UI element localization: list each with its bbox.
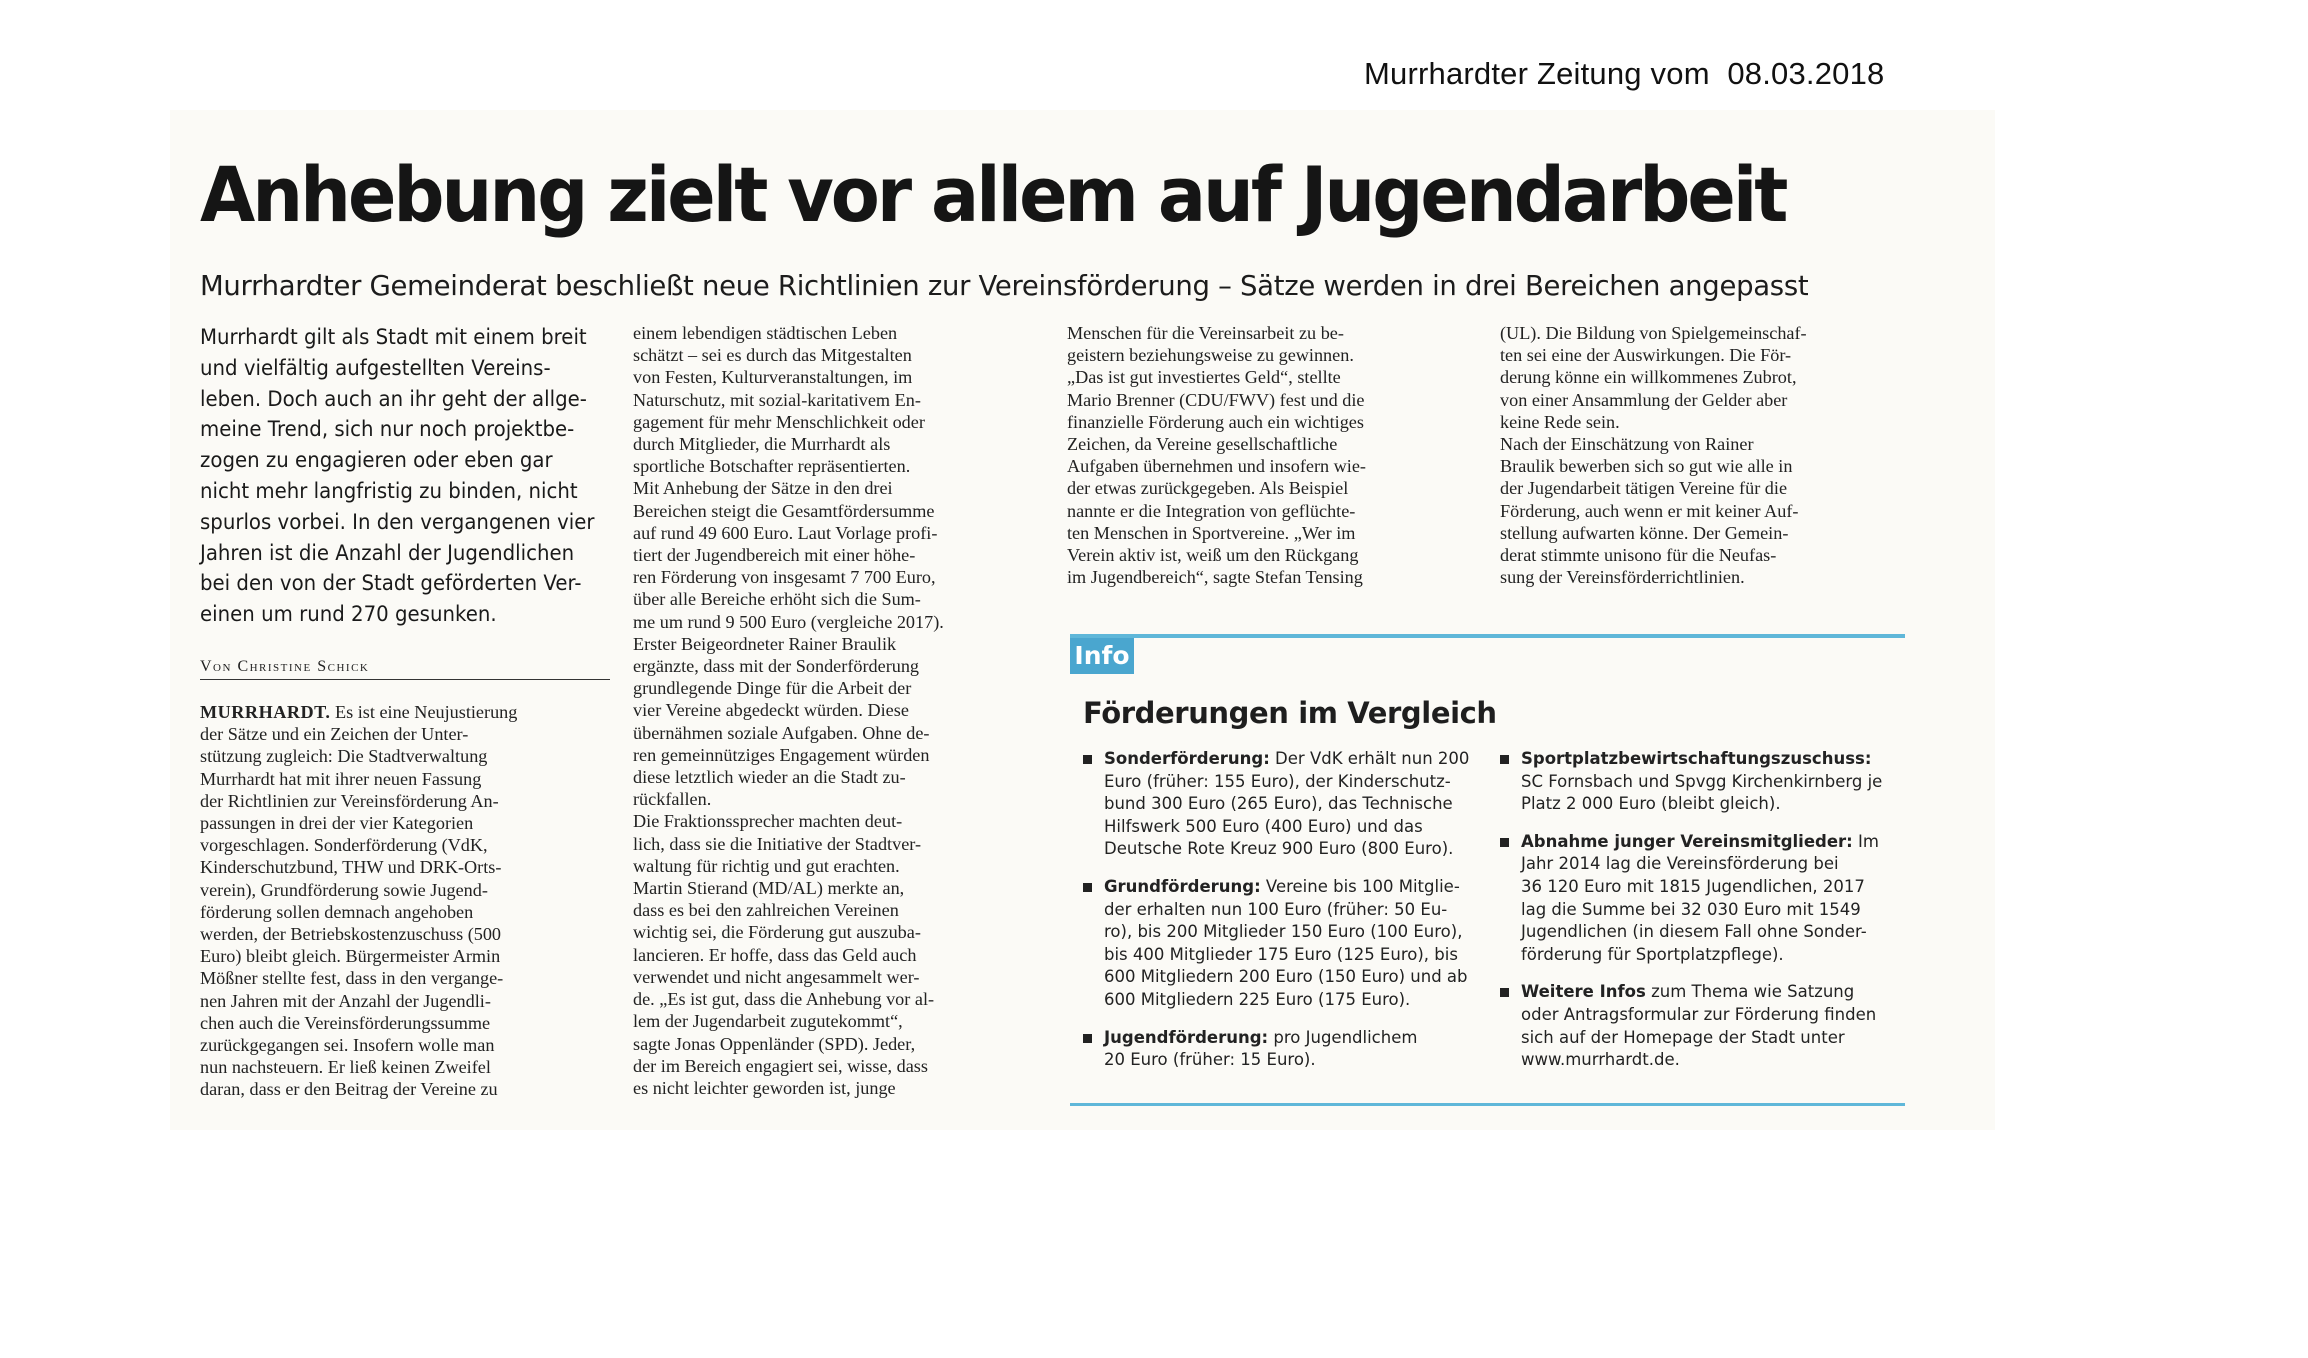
info-item [1083, 748, 1493, 861]
info-item-line: www.murrhardt.de. [1521, 1050, 1680, 1070]
column-line: verwendet und nicht angesammelt wer- [633, 966, 920, 987]
info-item-first-line [1521, 981, 1910, 1004]
column-line: geistern beziehungsweise zu gewinnen. [1067, 345, 1354, 366]
info-badge: Info [1070, 638, 1134, 674]
article-column-4 [1500, 322, 1905, 588]
column-line: von Festen, Kulturveranstaltungen, im [633, 367, 913, 388]
column-line: dass es bei den zahlreichen Vereinen [633, 900, 899, 921]
column-line: diese letztlich wieder an die Stadt zu- [633, 767, 906, 788]
lead-line: spurlos vorbei. In den vergangenen vier [200, 509, 595, 534]
column-line: der Sätze und ein Zeichen der Unter- [200, 724, 469, 745]
lead-line: nicht mehr langfristig zu binden, nicht [200, 478, 578, 503]
lead-line: einen um rund 270 gesunken. [200, 602, 497, 627]
column-line: stellung aufwarten könne. Der Gemein- [1500, 522, 1789, 543]
info-item-label: Abnahme junger Vereinsmitglieder: [1521, 831, 1853, 851]
info-item [1083, 1027, 1493, 1072]
info-item [1500, 831, 1910, 967]
info-item-label: Sonderförderung: [1104, 749, 1270, 768]
info-item-line: Hilfswerk 500 Euro (400 Euro) und das [1104, 816, 1423, 836]
column-line: Mößner stellte fest, dass in den vergange- [200, 968, 504, 989]
lead-line: Jahren ist die Anzahl der Jugendlichen [200, 540, 575, 565]
info-item-line: Jahr 2014 lag die Vereinsförderung bei [1521, 854, 1839, 874]
lead-line: leben. Doch auch an ihr geht der allge- [200, 386, 587, 411]
column-line: lich, dass sie die Initiative der Stadtver- [633, 833, 922, 854]
column-line: Zeichen, da Vereine gesellschaftliche [1067, 434, 1338, 455]
column-line: Menschen für die Vereinsarbeit zu be- [1067, 323, 1344, 343]
column-line: Kinderschutzbund, THW und DRK-Orts- [200, 857, 502, 878]
column-line: über alle Bereiche erhöht sich die Sum- [633, 589, 921, 610]
column-line: Aufgaben übernehmen und insofern wie- [1067, 456, 1366, 477]
info-item [1500, 748, 1910, 816]
column-line: der im Bereich engagiert sei, wisse, dass [633, 1055, 928, 1076]
info-item-line: SC Fornsbach und Spvgg Kirchenkirnberg je [1521, 771, 1883, 791]
info-box-title: Förderungen im Vergleich [1083, 696, 1497, 730]
lead-line: und vielfältig aufgestellten Vereins- [200, 355, 551, 380]
info-item-line: ro), bis 200 Mitglieder 150 Euro (100 Euro), [1104, 922, 1463, 942]
info-item-first-line [1521, 831, 1910, 854]
info-item [1083, 876, 1493, 1012]
dateline: MURRHARDT. [200, 702, 331, 722]
lead-line: zogen zu engagieren oder eben gar [200, 448, 553, 473]
column-line: „Das ist gut investiertes Geld“, stellte [1067, 367, 1341, 388]
column-line: Braulik bewerben sich so gut wie alle in [1500, 456, 1793, 477]
column-line: sung der Vereinsförderrichtlinien. [1500, 567, 1745, 588]
article-column-2 [633, 322, 1038, 1099]
column-line: Mit Anhebung der Sätze in den drei [633, 478, 893, 499]
column-line: wichtig sei, die Förderung gut auszuba- [633, 922, 921, 943]
square-bullet-icon [1500, 755, 1509, 764]
square-bullet-icon [1083, 883, 1092, 892]
column-line: es nicht leichter geworden ist, junge [633, 1077, 896, 1098]
column-line: nen Jahren mit der Anzahl der Jugendli- [200, 990, 491, 1011]
column-line: sagte Jonas Oppenländer (SPD). Jeder, [633, 1033, 916, 1054]
column-line: auf rund 49 600 Euro. Laut Vorlage profi- [633, 522, 938, 543]
info-item-first-line [1104, 1027, 1493, 1050]
square-bullet-icon [1500, 988, 1509, 997]
info-item-line: Euro (früher: 155 Euro), der Kinderschutz- [1104, 771, 1451, 791]
column-line: derat stimmte unisono für die Neufas- [1500, 545, 1777, 566]
info-item-text: pro Jugendlichem [1268, 1027, 1418, 1047]
info-item-line: 600 Mitgliedern 225 Euro (175 Euro). [1104, 989, 1411, 1009]
column-line: tiert der Jugendbereich mit einer höhe- [633, 545, 916, 566]
lead-line: meine Trend, sich nur noch projektbe- [200, 417, 575, 442]
info-box-top-rule [1070, 634, 1905, 638]
column-line: der etwas zurückgegeben. Als Beispiel [1067, 478, 1349, 499]
column-line: Die Fraktionssprecher machten deut- [633, 811, 903, 832]
info-item-line: Deutsche Rote Kreuz 900 Euro (800 Euro). [1104, 839, 1454, 859]
info-item-label: Weitere Infos [1521, 982, 1646, 1002]
square-bullet-icon [1083, 755, 1092, 764]
column-line: durch Mitglieder, die Murrhardt als [633, 434, 891, 455]
info-box-bottom-rule [1070, 1103, 1905, 1106]
column-line: ergänzte, dass mit der Sonderförderung [633, 656, 920, 677]
info-item-first-line [1104, 748, 1493, 771]
info-item-text: Der VdK erhält nun 200 [1269, 749, 1470, 768]
column-line: sportliche Botschafter repräsentierten. [633, 456, 911, 477]
column-line: vorgeschlagen. Sonderförderung (VdK, [200, 835, 488, 856]
column-line: Martin Stierand (MD/AL) merkte an, [633, 878, 905, 899]
info-item-line: lag die Summe bei 32 030 Euro mit 1549 [1521, 899, 1861, 919]
column-line: Nach der Einschätzung von Rainer [1500, 434, 1754, 455]
column-line: Euro) bleibt gleich. Bürgermeister Armin [200, 946, 501, 967]
column-line: nun nachsteuern. Er ließ keinen Zweifel [200, 1057, 491, 1078]
column-first-line [200, 701, 604, 723]
column-line: derung könne ein willkommenes Zubrot, [1500, 367, 1797, 388]
column-line: Murrhardt hat mit ihrer neuen Fassung [200, 768, 482, 789]
article-column-3 [1067, 322, 1472, 588]
column-line: me um rund 9 500 Euro (vergleiche 2017). [633, 611, 944, 632]
info-item-line: 600 Mitgliedern 200 Euro (150 Euro) und ab [1104, 967, 1468, 987]
column-line: Verein aktiv ist, weiß um den Rückgang [1067, 545, 1359, 566]
source-line: Murrhardter Zeitung vom 08.03.2018 [1364, 56, 1885, 91]
column-line: ten sei eine der Auswirkungen. Die För- [1500, 345, 1792, 366]
info-item-line: Jugendlichen (in diesem Fall ohne Sonder- [1521, 922, 1867, 942]
info-list-left [1083, 748, 1493, 1087]
column-line: einem lebendigen städtischen Leben [633, 323, 898, 343]
column-line: gagement für mehr Menschlichkeit oder [633, 411, 925, 432]
column-line: lem der Jugendarbeit zugutekommt“, [633, 1011, 903, 1032]
square-bullet-icon [1500, 838, 1509, 847]
column-line: grundlegende Dinge für die Arbeit der [633, 678, 912, 699]
info-item-line: 36 120 Euro mit 1815 Jugendlichen, 2017 [1521, 876, 1865, 896]
info-item-line: sich auf der Homepage der Stadt unter [1521, 1027, 1845, 1047]
column-line: ren gemeinnütziges Engagement würden [633, 744, 930, 765]
info-item-line: der erhalten nun 100 Euro (früher: 50 Eu- [1104, 899, 1448, 919]
info-item-line: oder Antragsformular zur Förderung finden [1521, 1004, 1877, 1024]
column-line: (UL). Die Bildung von Spielgemeinschaf- [1500, 323, 1807, 343]
column-line: vier Vereine abgedeckt würden. Diese [633, 700, 909, 721]
column-line: lancieren. Er hoffe, dass das Geld auch [633, 944, 917, 965]
column-line: Förderung, auch wenn er mit keiner Auf- [1500, 500, 1799, 521]
info-item-first-line [1521, 748, 1910, 771]
article-column-1 [200, 701, 604, 1101]
dateline-rest: Es ist eine Neujustierung [330, 702, 518, 722]
column-line: stützung zugleich: Die Stadtverwaltung [200, 746, 488, 767]
info-item-text: Vereine bis 100 Mitglie- [1260, 876, 1460, 896]
info-item-line: förderung für Sportplatzpflege). [1521, 944, 1784, 964]
column-line: waltung für richtig und gut erachten. [633, 855, 900, 876]
column-line: im Jugendbereich“, sagte Stefan Tensing [1067, 567, 1363, 588]
info-item-label: Sportplatzbewirtschaftungszuschuss: [1521, 749, 1872, 768]
column-line: keine Rede sein. [1500, 411, 1620, 432]
column-line: verein), Grundförderung sowie Jugend- [200, 879, 488, 900]
info-item-first-line [1104, 876, 1493, 899]
column-line: ten Menschen in Sportvereine. „Wer im [1067, 522, 1356, 543]
subheadline: Murrhardter Gemeinderat beschließt neue Richtlinien zur Vereinsförderung – Sätze werden in drei Bereichen angepasst [200, 270, 1809, 302]
info-item-text: zum Thema wie Satzung [1645, 982, 1855, 1002]
column-line: förderung sollen demnach angehoben [200, 901, 474, 922]
info-item-line: Platz 2 000 Euro (bleibt gleich). [1521, 794, 1781, 814]
square-bullet-icon [1083, 1034, 1092, 1043]
info-list-right [1500, 748, 1910, 1087]
column-line: rückfallen. [633, 789, 712, 810]
column-line: übernähmen soziale Aufgaben. Ohne de- [633, 722, 930, 743]
info-item-line: 20 Euro (früher: 15 Euro). [1104, 1050, 1316, 1070]
info-item-line: bund 300 Euro (265 Euro), das Technische [1104, 794, 1453, 814]
column-line: Naturschutz, mit sozial-karitativem En- [633, 389, 921, 410]
column-line: nannte er die Integration von geflüchte- [1067, 500, 1356, 521]
column-line: der Jugendarbeit tätigen Vereine für die [1500, 478, 1788, 499]
column-line: chen auch die Vereinsförderungssumme [200, 1012, 491, 1033]
headline: Anhebung zielt vor allem auf Jugendarbeit [200, 150, 1786, 239]
info-item-label: Jugendförderung: [1104, 1027, 1269, 1047]
column-line: finanzielle Förderung auch ein wichtiges [1067, 411, 1364, 432]
info-item-label: Grundförderung: [1104, 876, 1261, 896]
column-line: werden, der Betriebskostenzuschuss (500 [200, 924, 502, 945]
byline: Von Christine Schick [200, 658, 610, 680]
column-line: Mario Brenner (CDU/FWV) fest und die [1067, 389, 1365, 410]
info-item-text: Im [1852, 831, 1879, 851]
info-item [1500, 981, 1910, 1071]
column-line: de. „Es ist gut, dass die Anhebung vor al- [633, 989, 935, 1010]
column-line: Bereichen steigt die Gesamtfördersumme [633, 500, 935, 521]
column-line: der Richtlinien zur Vereinsförderung An- [200, 790, 499, 811]
column-line: Erster Beigeordneter Rainer Braulik [633, 633, 897, 654]
column-line: ren Förderung von insgesamt 7 700 Euro, [633, 567, 936, 588]
lead-line: Murrhardt gilt als Stadt mit einem breit [200, 325, 587, 349]
column-line: daran, dass er den Beitrag der Vereine zu [200, 1079, 498, 1100]
column-line: passungen in drei der vier Kategorien [200, 813, 474, 834]
column-line: schätzt – sei es durch das Mitgestalten [633, 345, 912, 366]
info-item-line: bis 400 Mitglieder 175 Euro (125 Euro), bis [1104, 944, 1458, 964]
lead-paragraph [200, 322, 595, 630]
lead-line: bei den von der Stadt geförderten Ver- [200, 571, 582, 596]
column-line: von einer Ansammlung der Gelder aber [1500, 389, 1788, 410]
column-line: zurückgegangen sei. Insofern wolle man [200, 1035, 495, 1056]
